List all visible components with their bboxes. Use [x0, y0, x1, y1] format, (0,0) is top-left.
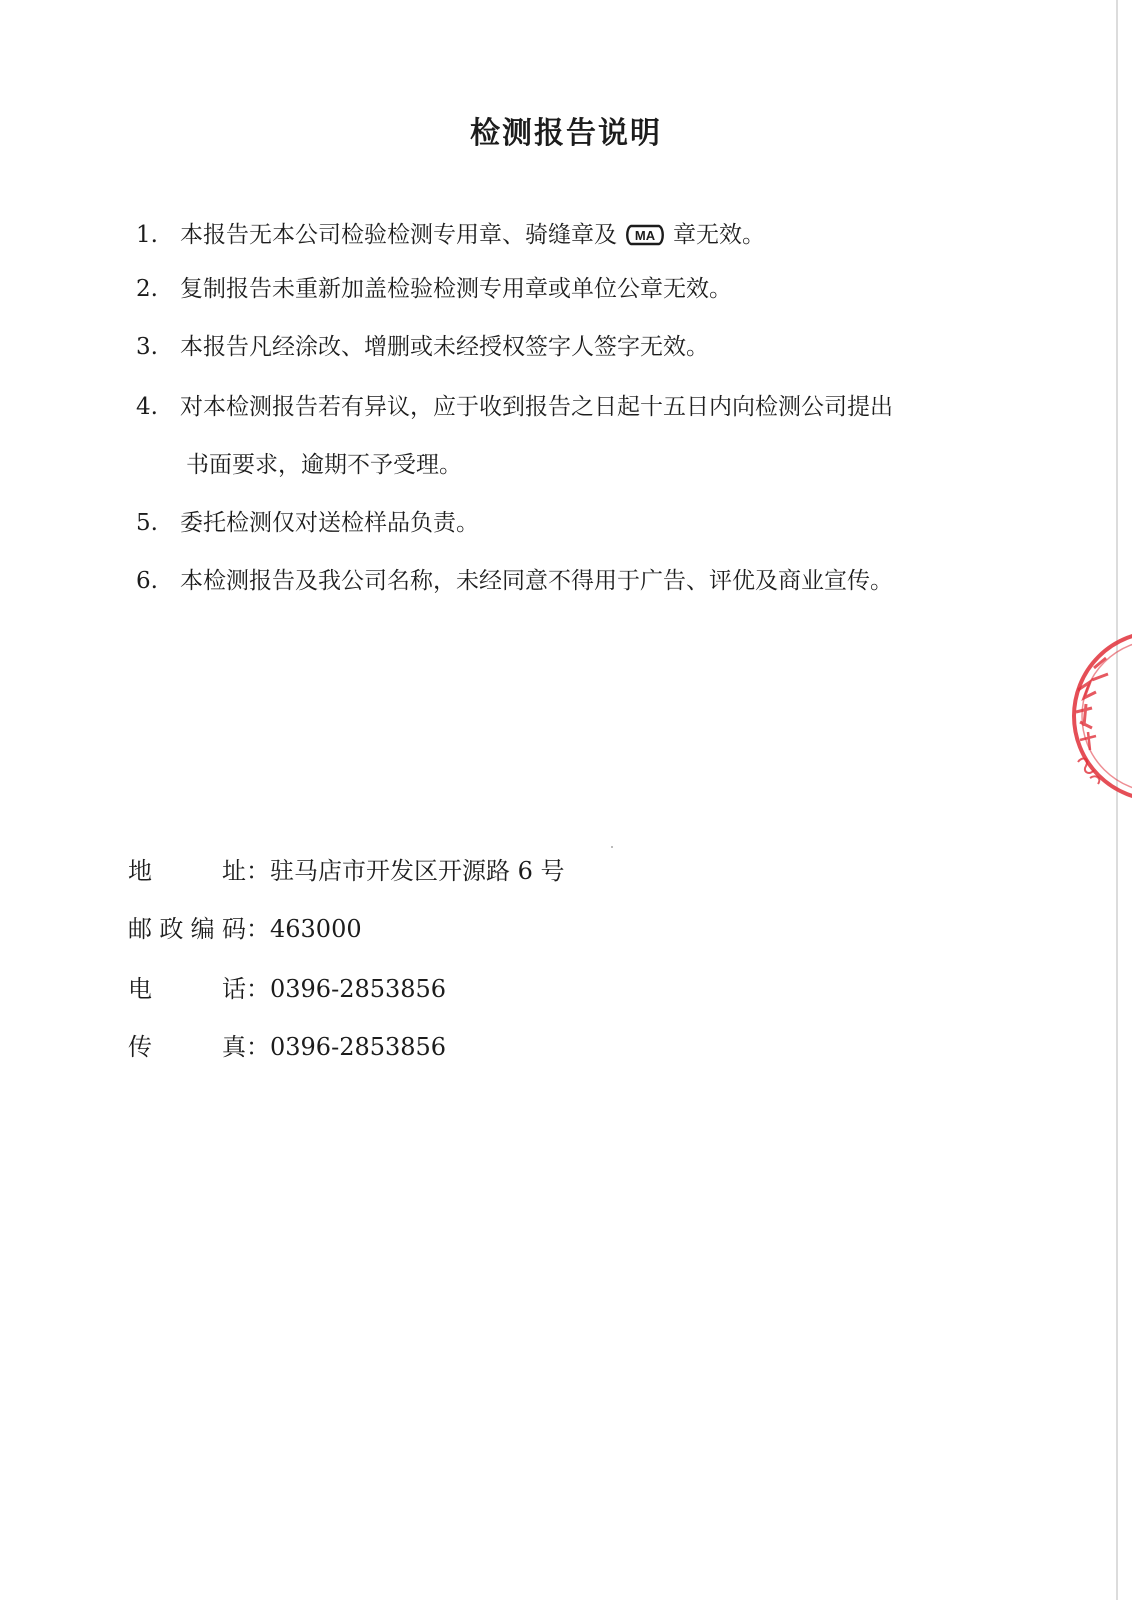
item-text-line2: 书面要求，逾期不予受理。: [186, 452, 462, 478]
contact-colon: ：: [246, 1033, 270, 1061]
item-number: 1.: [136, 222, 158, 248]
item-number: 4.: [136, 394, 158, 420]
list-item-4-continuation: [186, 450, 462, 480]
contact-value: 0396-2853856: [270, 975, 447, 1003]
item-number: 5.: [136, 510, 158, 536]
contact-phone: [128, 974, 446, 1004]
contact-value: 463000: [270, 915, 362, 943]
scan-speck: [611, 846, 613, 848]
contact-label: 地址: [128, 857, 246, 885]
item-text: 对本检测报告若有异议，应于收到报告之日起十五日内向检测公司提出: [180, 394, 893, 420]
contact-value: 驻马店市开发区开源路 6 号: [270, 857, 565, 885]
contact-colon: ：: [246, 857, 270, 885]
contact-address: [128, 856, 565, 886]
contact-fax: [128, 1032, 446, 1062]
contact-label: 电话: [128, 975, 246, 1003]
item-number: 2.: [136, 276, 158, 302]
list-item-3: [136, 332, 709, 362]
item-text: 复制报告未重新加盖检验检测专用章或单位公章无效。: [180, 276, 732, 302]
item-text: 本报告凡经涂改、增删或未经授权签字人签字无效。: [180, 334, 709, 360]
item-number: 6.: [136, 568, 158, 594]
contact-colon: ：: [246, 915, 270, 943]
list-item-5: [136, 508, 479, 538]
cma-logo-text: MA: [634, 228, 656, 243]
cma-logo-icon: [625, 222, 665, 256]
contact-colon: ：: [246, 975, 270, 1003]
red-stamp-seal-icon: [1062, 628, 1132, 804]
item-number: 3.: [136, 334, 158, 360]
list-item-4: [136, 392, 893, 422]
contact-value: 0396-2853856: [270, 1033, 447, 1061]
item-text: 委托检测仅对送检样品负责。: [180, 510, 479, 536]
item-text: 本检测报告及我公司名称，未经同意不得用于广告、评优及商业宣传。: [180, 568, 893, 594]
contact-label: 邮政编码: [128, 915, 246, 943]
item-text: [180, 220, 765, 256]
list-item-6: [136, 566, 893, 596]
contact-label: 传真: [128, 1033, 246, 1061]
list-item-2: [136, 274, 732, 304]
document-title: 检测报告说明: [470, 116, 662, 151]
contact-postcode: [128, 914, 362, 944]
list-item-1: [136, 220, 765, 250]
item-text-after-logo: 章无效。: [673, 222, 765, 248]
item-text-before-logo: 本报告无本公司检验检测专用章、骑缝章及: [180, 222, 617, 248]
